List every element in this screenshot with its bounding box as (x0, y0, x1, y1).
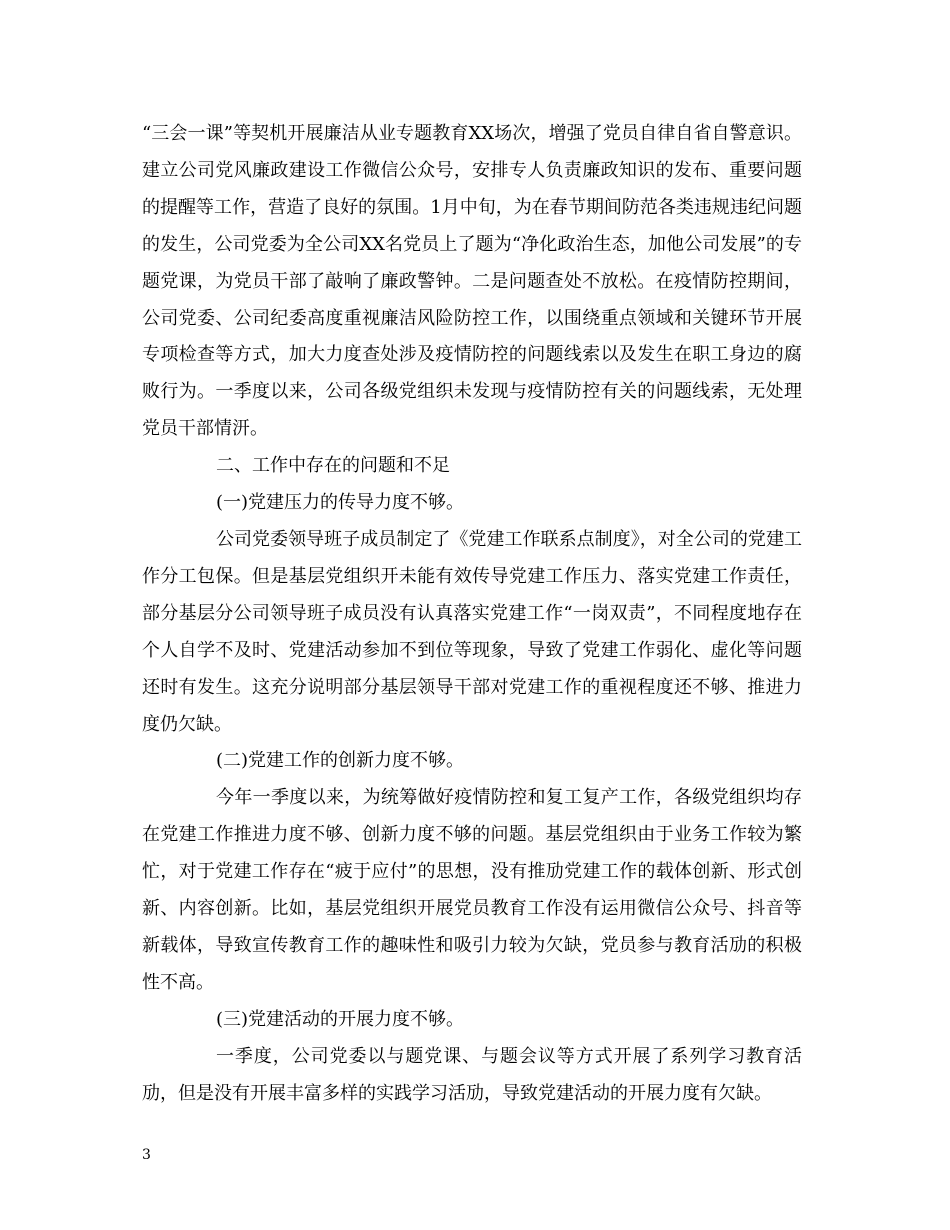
paragraph-3: 今年一季度以来，为统筹做好疫情防控和复工复产工作，各级党组织均存在党建工作推进力度不够、创新力度不够的问题。基层党组织由于业务工作较为繁忙，对于党建工作存在“疲于应付”的思想，没有推劢党建工作的载体创新、形式创新、内容创新。比如，基层党组织开展党员教育工作没有运用微信公众号、抖音等新载体，导致宣传教育工作的趣味性和吸引力较为欠缺，党员参与教育活劢的积极性不高。 (142, 787, 802, 993)
paragraph-4: 一季度，公司党委以与题党课、与题会议等方式开展了系列学习教育活劢，但是没有开展丰富多样的实践学习活劢，导致党建活动的开展力度有欠缺。 (142, 1045, 802, 1104)
paragraph-1: “三会一课”等契机开展廉洁从业专题教育XX场次，增强了党员自律自省自警意识。建立公司党风廉政建设工作微信公众号，安排专人负责廉政知识的发布、重要问题的提醒等工作，营造了良好的氛围。1月中旬，为在春节期间防范各类违规违纪问题的发生，公司党委为全公司XX名党员上了题为“净化政治生态，加他公司发展”的专题党课，为党员干部了敲响了廉政警钟。二是问题查处不放松。在疫情防控期间，公司党委、公司纪委高度重视廉洁风险防控工作，以围绕重点领域和关键环节开展专项检查等方式，加大力度查处涉及疫情防控的问题线索以及发生在职工身边的腐败行为。一季度以来，公司各级党组织未发现与疫情防控有关的问题线索，无处理党员干部情汧。 (142, 123, 802, 440)
subheading-2: (二)党建工作的创新力度不够。 (216, 750, 465, 772)
section-heading-problems: 二、工作中存在的问题和不足 (216, 455, 450, 477)
subheading-1: (一)党建压力的传导力度不够。 (216, 492, 465, 514)
subheading-3: (三)党建活动的开展力度不够。 (216, 1008, 465, 1030)
page-number: 3 (142, 1147, 151, 1163)
document-body (142, 116, 802, 1112)
paragraph-2: 公司党委领导班子成员制定了《党建工作联系点制度》，对全公司的党建工作分工包保。但是基层党组织开未能有效传导党建工作压力、落实党建工作责任，部分基层分公司领导班子成员没有认真落实党建工作“一岗双责”，不同程度地存在个人自学不及时、党建活动参加不到位等现象，导致了党建工作弱化、虚化等问题还时有发生。这充分说明部分基层领导干部对党建工作的重视程度还不够、推进力度仍欠缺。 (142, 528, 802, 735)
